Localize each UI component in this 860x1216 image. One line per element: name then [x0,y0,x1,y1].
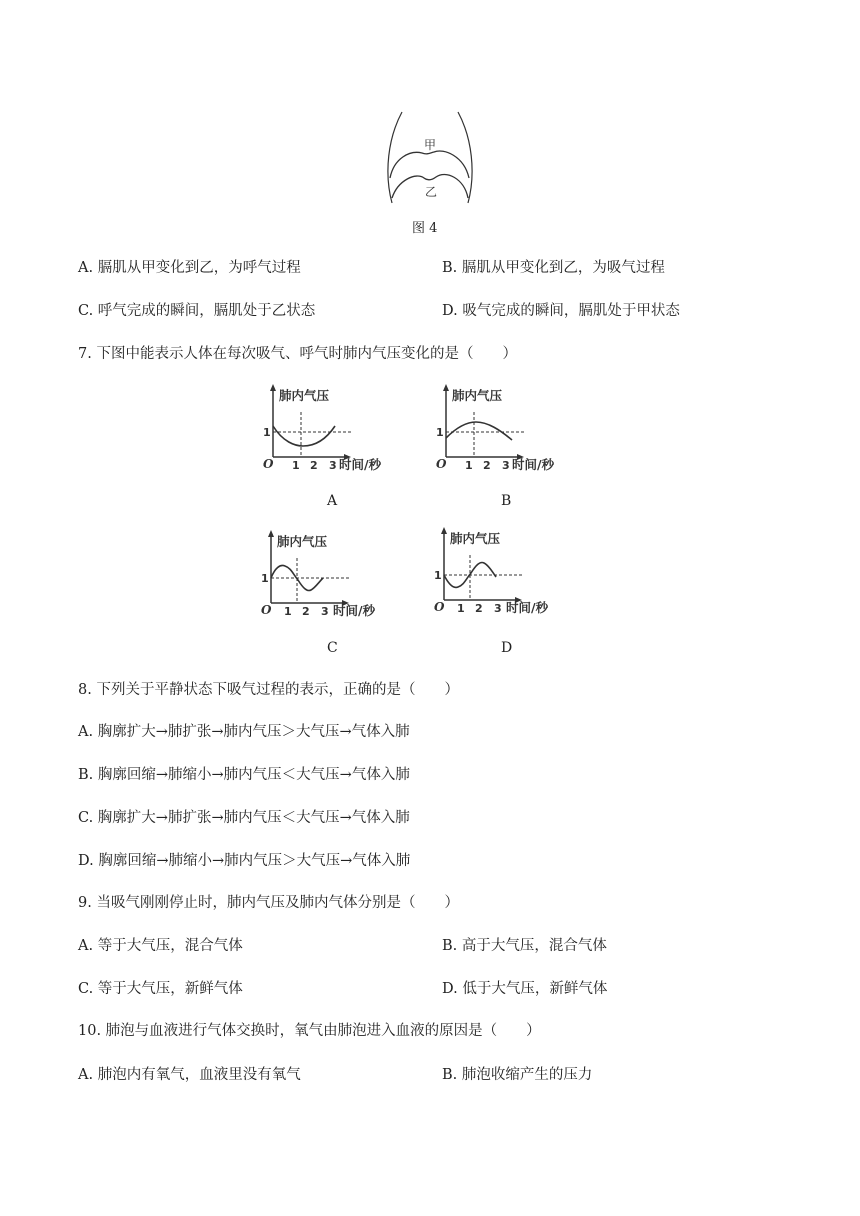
svg-text:O: O [263,457,274,471]
diaphragm-upper-curve [390,151,469,178]
svg-text:肺内气压: 肺内气压 [279,388,330,403]
svg-text:3: 3 [502,459,510,472]
q8-option-b: B. 胸廓回缩→肺缩小→肺内气压＜大气压→气体入肺 [78,767,410,783]
svg-text:1: 1 [261,572,269,585]
q10-option-b: B. 肺泡收缩产生的压力 [442,1067,593,1083]
q6-option-a: A. 膈肌从甲变化到乙，为呼气过程 [78,260,301,276]
q10-option-a: A. 肺泡内有氧气，血液里没有氧气 [78,1067,301,1083]
diaphragm-figure [380,108,480,208]
svg-text:O: O [434,600,445,614]
graph-a-letter: A [327,493,338,509]
svg-text:O: O [436,457,447,471]
graph-d [426,525,576,615]
svg-text:1: 1 [292,459,300,472]
q10-stem: 10. 肺泡与血液进行气体交换时，氧气由肺泡进入血液的原因是（ ） [78,1023,541,1039]
graph-a [255,382,405,472]
graph-b-letter: B [501,493,512,509]
svg-text:1: 1 [457,602,465,615]
q7-stem: 7. 下图中能表示人体在每次吸气、呼气时肺内气压变化的是（ ） [78,346,517,362]
svg-text:时间/秒: 时间/秒 [339,457,382,472]
curve-a [273,426,335,446]
q9-option-a: A. 等于大气压，混合气体 [78,938,243,954]
graph-d-letter: D [501,640,513,656]
svg-text:O: O [261,603,272,617]
svg-text:1: 1 [263,426,271,439]
svg-text:1: 1 [436,426,444,439]
label-upper: 甲 [424,138,437,152]
figure-caption: 图 4 [412,221,438,236]
svg-text:3: 3 [494,602,502,615]
label-lower: 乙 [425,185,438,199]
q9-option-b: B. 高于大气压，混合气体 [442,938,607,954]
svg-text:1: 1 [284,605,292,618]
q9-option-d: D. 低于大气压，新鲜气体 [442,981,608,997]
q6-option-b: B. 膈肌从甲变化到乙，为吸气过程 [442,260,665,276]
svg-text:1: 1 [434,569,442,582]
svg-text:2: 2 [310,459,318,472]
q8-option-a: A. 胸廓扩大→肺扩张→肺内气压＞大气压→气体入肺 [78,724,410,740]
q8-stem: 8. 下列关于平静状态下吸气过程的表示，正确的是（ ） [78,682,459,698]
svg-text:时间/秒: 时间/秒 [506,600,549,615]
svg-text:3: 3 [321,605,329,618]
svg-text:2: 2 [483,459,491,472]
svg-text:时间/秒: 时间/秒 [512,457,555,472]
svg-text:肺内气压: 肺内气压 [450,531,501,546]
svg-text:2: 2 [475,602,483,615]
svg-text:2: 2 [302,605,310,618]
curve-b [446,422,512,440]
q6-option-d: D. 吸气完成的瞬间，膈肌处于甲状态 [442,303,680,319]
svg-text:1: 1 [465,459,473,472]
graph-c-letter: C [327,640,338,656]
svg-text:肺内气压: 肺内气压 [452,388,503,403]
svg-text:3: 3 [329,459,337,472]
q8-option-d: D. 胸廓回缩→肺缩小→肺内气压＞大气压→气体入肺 [78,853,411,869]
q6-option-c: C. 呼气完成的瞬间，膈肌处于乙状态 [78,303,316,319]
q9-stem: 9. 当吸气刚刚停止时，肺内气压及肺内气体分别是（ ） [78,895,459,911]
graph-c [253,528,403,618]
svg-text:肺内气压: 肺内气压 [277,534,328,549]
q9-option-c: C. 等于大气压，新鲜气体 [78,981,243,997]
q8-option-c: C. 胸廓扩大→肺扩张→肺内气压＜大气压→气体入肺 [78,810,410,826]
svg-text:时间/秒: 时间/秒 [333,603,376,618]
graph-b [428,382,578,472]
